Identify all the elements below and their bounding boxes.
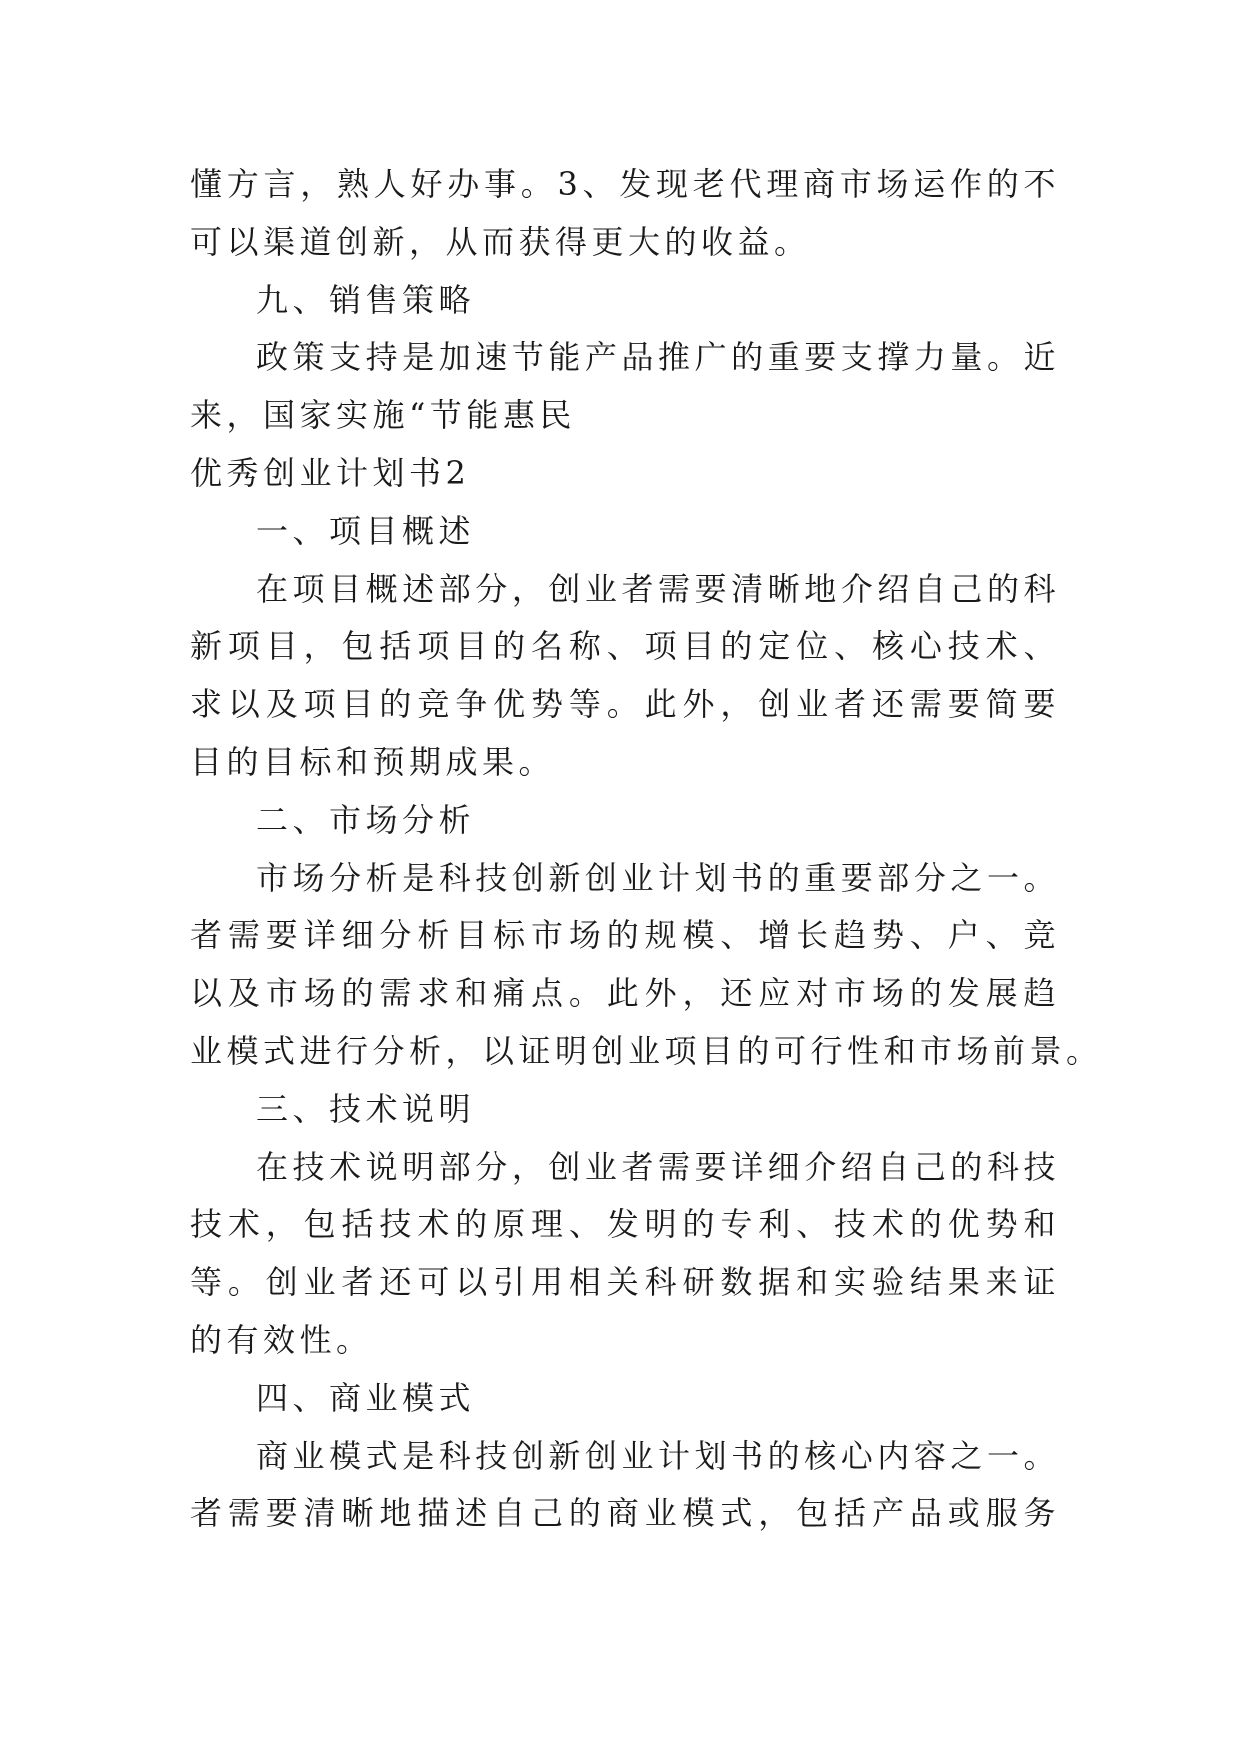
text-line: 在项目概述部分，创业者需要清晰地介绍自己的科 — [256, 569, 1060, 608]
text-line: 懂方言，熟人好办事。3、发现老代理商市场运作的不 — [190, 165, 1060, 203]
text-line: 等。创业者还可以引用相关科研数据和实验结果来证 — [190, 1263, 1060, 1302]
text-line: 政策支持是加速节能产品推广的重要支撑力量。近 — [256, 338, 1060, 377]
text-line: 业模式进行分析，以证明创业项目的可行性和市场前景。 — [190, 1031, 1103, 1070]
text-line: 者需要详细分析目标市场的规模、增长趋势、户、竞 — [190, 916, 1060, 955]
text-line: 二、市场分析 — [256, 800, 476, 839]
text-line: 市场分析是科技创新创业计划书的重要部分之一。 — [256, 858, 1060, 897]
text-line: 者需要清晰地描述自己的商业模式，包括产品或服务 — [190, 1494, 1060, 1533]
text-line: 以及市场的需求和痛点。此外，还应对市场的发展趋 — [190, 974, 1060, 1013]
document-body — [190, 156, 1103, 1543]
text-line: 一、项目概述 — [256, 511, 476, 550]
text-line: 三、技术说明 — [256, 1089, 476, 1128]
text-line: 新项目，包括项目的名称、项目的定位、核心技术、 — [190, 627, 1060, 666]
text-line: 求以及项目的竞争优势等。此外，创业者还需要简要 — [190, 685, 1060, 724]
text-line: 来，国家实施“节能惠民 — [190, 396, 576, 435]
text-line: 九、销售策略 — [256, 280, 476, 319]
text-line: 可以渠道创新，从而获得更大的收益。 — [190, 222, 811, 261]
text-line: 的有效性。 — [190, 1320, 373, 1359]
text-line: 商业模式是科技创新创业计划书的核心内容之一。 — [256, 1436, 1060, 1475]
text-line: 在技术说明部分，创业者需要详细介绍自己的科技 — [256, 1147, 1060, 1186]
text-line: 四、商业模式 — [256, 1378, 476, 1417]
text-line: 目的目标和预期成果。 — [190, 742, 556, 781]
text-line: 技术，包括技术的原理、发明的专利、技术的优势和 — [190, 1205, 1060, 1244]
text-line: 优秀创业计划书2 — [190, 453, 471, 492]
